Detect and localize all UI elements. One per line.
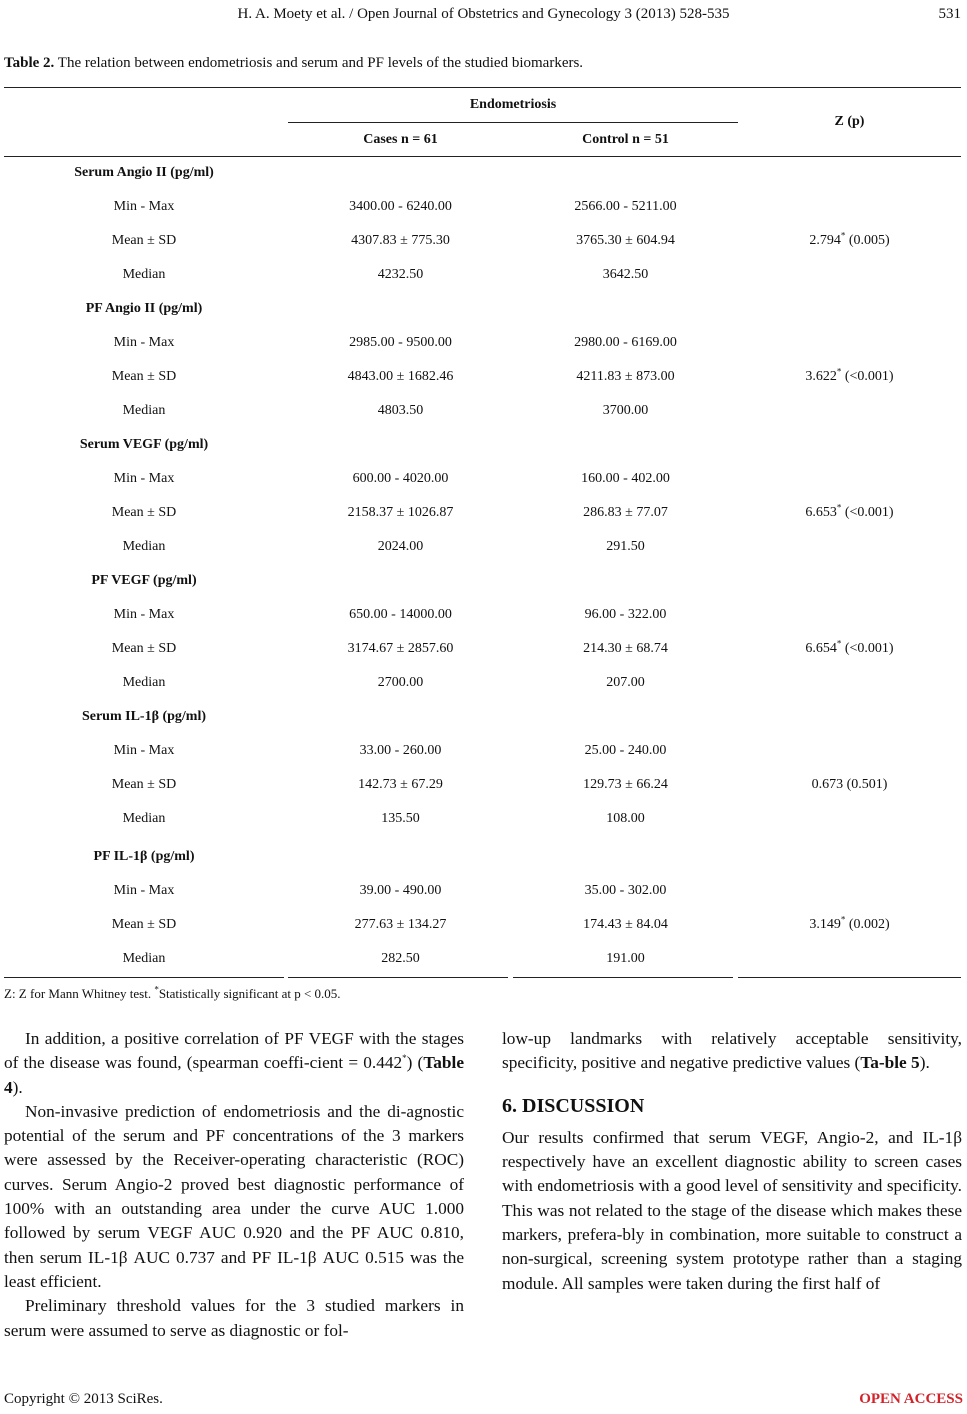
right-column: [502, 1027, 962, 1296]
row-label: Median: [122, 267, 166, 282]
row-label: Mean ± SD: [111, 917, 177, 932]
cases-value: 282.50: [381, 951, 420, 966]
table-bottom-rule-1: [4, 977, 284, 978]
left-paragraph-1: [4, 1027, 464, 1100]
cases-value: 3400.00 - 6240.00: [349, 199, 452, 214]
cases-value: 2985.00 - 9500.00: [349, 335, 452, 350]
left-p1-sup: *: [402, 1053, 407, 1064]
table-4-ref: Table 4: [4, 1053, 464, 1097]
left-p1-text-c: ).: [12, 1077, 23, 1097]
cases-value: 39.00 - 490.00: [359, 883, 442, 898]
row-label: Mean ± SD: [111, 777, 177, 792]
z-p-value: [738, 366, 961, 385]
row-label: Min - Max: [113, 471, 175, 486]
p-value: (0.501): [843, 777, 888, 792]
cases-value: 277.63 ± 134.27: [354, 917, 447, 932]
z-value: 3.149: [809, 917, 841, 932]
col-header-z: Z (p): [834, 114, 865, 129]
z-value: 3.622: [805, 369, 837, 384]
left-p1-text-b: ) (: [406, 1053, 424, 1073]
page-number: 531: [938, 6, 961, 22]
control-value: 174.43 ± 84.04: [583, 917, 668, 932]
table-footnote: [4, 986, 341, 1002]
control-value: 160.00 - 402.00: [581, 471, 670, 486]
control-value: 129.73 ± 66.24: [583, 777, 668, 792]
significance-marker: *: [836, 638, 842, 649]
row-label: Median: [122, 403, 166, 418]
cases-value: 4307.83 ± 775.30: [351, 233, 450, 248]
z-value: 2.794: [809, 233, 841, 248]
col-header-cases: Cases n = 61: [363, 132, 438, 147]
running-head: H. A. Moety et al. / Open Journal of Obstetrics and Gynecology 3 (2013) 528-535: [237, 6, 730, 22]
col-header-control: Control n = 51: [582, 132, 669, 147]
table-caption-label: Table 2.: [4, 55, 55, 71]
control-value: 2980.00 - 6169.00: [574, 335, 677, 350]
right-p1-text: low-up landmarks with relatively acceptable sensitivity, specificity, positive and negative predictive values (: [502, 1029, 962, 1073]
control-value: 96.00 - 322.00: [584, 607, 667, 622]
cases-value: 3174.67 ± 2857.60: [347, 641, 454, 656]
row-label: Min - Max: [113, 199, 175, 214]
cases-value: 135.50: [381, 811, 420, 826]
right-paragraph-1: [502, 1027, 962, 1076]
row-label: Median: [122, 675, 166, 690]
control-value: 291.50: [606, 539, 645, 554]
row-label: Min - Max: [113, 743, 175, 758]
p-value: (0.002): [845, 917, 890, 932]
p-value: (<0.001): [841, 369, 894, 384]
left-p1-text: In addition, a positive correlation of PF VEGF with the stages of the disease was found, (spearman coeffi-cient = 0.442: [4, 1029, 464, 1073]
section-heading-discussion: 6. DISCUSSION: [502, 1094, 645, 1117]
control-value: 191.00: [606, 951, 645, 966]
cases-value: 2700.00: [377, 675, 424, 690]
table-group-title: Serum IL-1β (pg/ml): [81, 709, 207, 724]
z-value: 0.673: [811, 777, 844, 792]
table-caption: [4, 55, 583, 72]
row-label: Min - Max: [113, 607, 175, 622]
table-group-title: PF IL-1β (pg/ml): [93, 849, 195, 864]
p-value: (<0.001): [841, 505, 894, 520]
p-value: (<0.001): [841, 641, 894, 656]
open-access-label: OPEN ACCESS: [859, 1391, 963, 1407]
row-label: Median: [122, 811, 166, 826]
left-column: [4, 1027, 464, 1343]
z-value: 6.653: [805, 505, 837, 520]
footnote-text-b: Statistically significant at p < 0.05.: [158, 986, 341, 1001]
right-paragraph-2: Our results confirmed that serum VEGF, Angio-2, and IL-1β respectively have an excellent diagnostic ability to screen cases with endometriosis with a good level of sensitivity and specificity. This was not related to the stage of the disease which makes these markers, prefera-bly in combination, more suitable to construct a non-surgical, screening system prototype rather than a staging module. All samples were taken during the first half of: [502, 1127, 962, 1293]
left-paragraph-3: Preliminary threshold values for the 3 studied markers in serum were assumed to serve as diagnostic or fol-: [4, 1296, 464, 1340]
significance-marker: *: [840, 230, 846, 241]
p-value: (0.005): [845, 233, 890, 248]
z-value: 6.654: [805, 641, 837, 656]
control-value: 4211.83 ± 873.00: [576, 369, 675, 384]
significance-marker: *: [840, 914, 846, 925]
z-p-value: [738, 914, 961, 933]
table-group-title: Serum Angio II (pg/ml): [74, 165, 214, 180]
significance-marker: *: [836, 502, 842, 513]
z-p-value: [738, 502, 961, 521]
cases-value: 650.00 - 14000.00: [349, 607, 452, 622]
control-value: 286.83 ± 77.07: [583, 505, 668, 520]
right-p1-text-b: ).: [919, 1053, 930, 1073]
control-value: 3700.00: [602, 403, 649, 418]
left-paragraph-2: Non-invasive prediction of endometriosis and the di-agnostic potential of the serum and PF concentrations of the 3 markers were assessed by the Receiver-operating characteristic (ROC) curves. Serum Angio-2 proved best diagnostic performance of 100% with an outstanding area under the curve AUC 1.000 followed by serum VEGF AUC 0.920 and the PF AUC 0.810, then serum IL-1β AUC 0.737 and PF IL-1β AUC 0.515 was the least efficient.: [4, 1101, 464, 1291]
significance-marker: *: [836, 366, 842, 377]
table-5-ref: Ta-ble 5: [860, 1053, 920, 1073]
footnote-text-a: Z: Z for Mann Whitney test.: [4, 986, 155, 1001]
table-group-title: Serum VEGF (pg/ml): [79, 437, 209, 452]
row-label: Min - Max: [113, 883, 175, 898]
table-group-title: PF Angio II (pg/ml): [85, 301, 203, 316]
control-value: 3642.50: [602, 267, 649, 282]
cases-value: 2158.37 ± 1026.87: [347, 505, 454, 520]
cases-value: 142.73 ± 67.29: [358, 777, 443, 792]
control-value: 108.00: [606, 811, 645, 826]
z-p-value: [738, 777, 961, 793]
control-value: 25.00 - 240.00: [584, 743, 667, 758]
table-bottom-rule-3: [513, 977, 733, 978]
cases-value: 600.00 - 4020.00: [352, 471, 449, 486]
group-header-rule: [288, 122, 738, 123]
row-label: Mean ± SD: [111, 641, 177, 656]
row-label: Min - Max: [113, 335, 175, 350]
control-value: 35.00 - 302.00: [584, 883, 667, 898]
table-bottom-rule-4: [738, 977, 961, 978]
control-value: 2566.00 - 5211.00: [574, 199, 677, 214]
copyright: Copyright © 2013 SciRes.: [4, 1391, 163, 1407]
table-caption-text: The relation between endometriosis and serum and PF levels of the studied biomarkers.: [54, 55, 584, 71]
table-bottom-rule-2: [288, 977, 508, 978]
row-label: Mean ± SD: [111, 505, 177, 520]
row-label: Mean ± SD: [111, 233, 177, 248]
control-value: 3765.30 ± 604.94: [576, 233, 675, 248]
row-label: Median: [122, 951, 166, 966]
cases-value: 4803.50: [377, 403, 424, 418]
z-p-value: [738, 230, 961, 249]
control-value: 214.30 ± 68.74: [583, 641, 668, 656]
z-p-value: [738, 638, 961, 657]
footnote-sup: *: [154, 984, 159, 995]
row-label: Mean ± SD: [111, 369, 177, 384]
table-group-title: PF VEGF (pg/ml): [91, 573, 197, 588]
cases-value: 33.00 - 260.00: [359, 743, 442, 758]
row-label: Median: [122, 539, 166, 554]
control-value: 207.00: [606, 675, 645, 690]
table-top-rule: [4, 87, 961, 88]
cases-value: 4843.00 ± 1682.46: [347, 369, 454, 384]
table-header-rule: [4, 156, 961, 157]
cases-value: 4232.50: [377, 267, 424, 282]
cases-value: 2024.00: [377, 539, 424, 554]
group-header-endometriosis: Endometriosis: [469, 97, 557, 112]
